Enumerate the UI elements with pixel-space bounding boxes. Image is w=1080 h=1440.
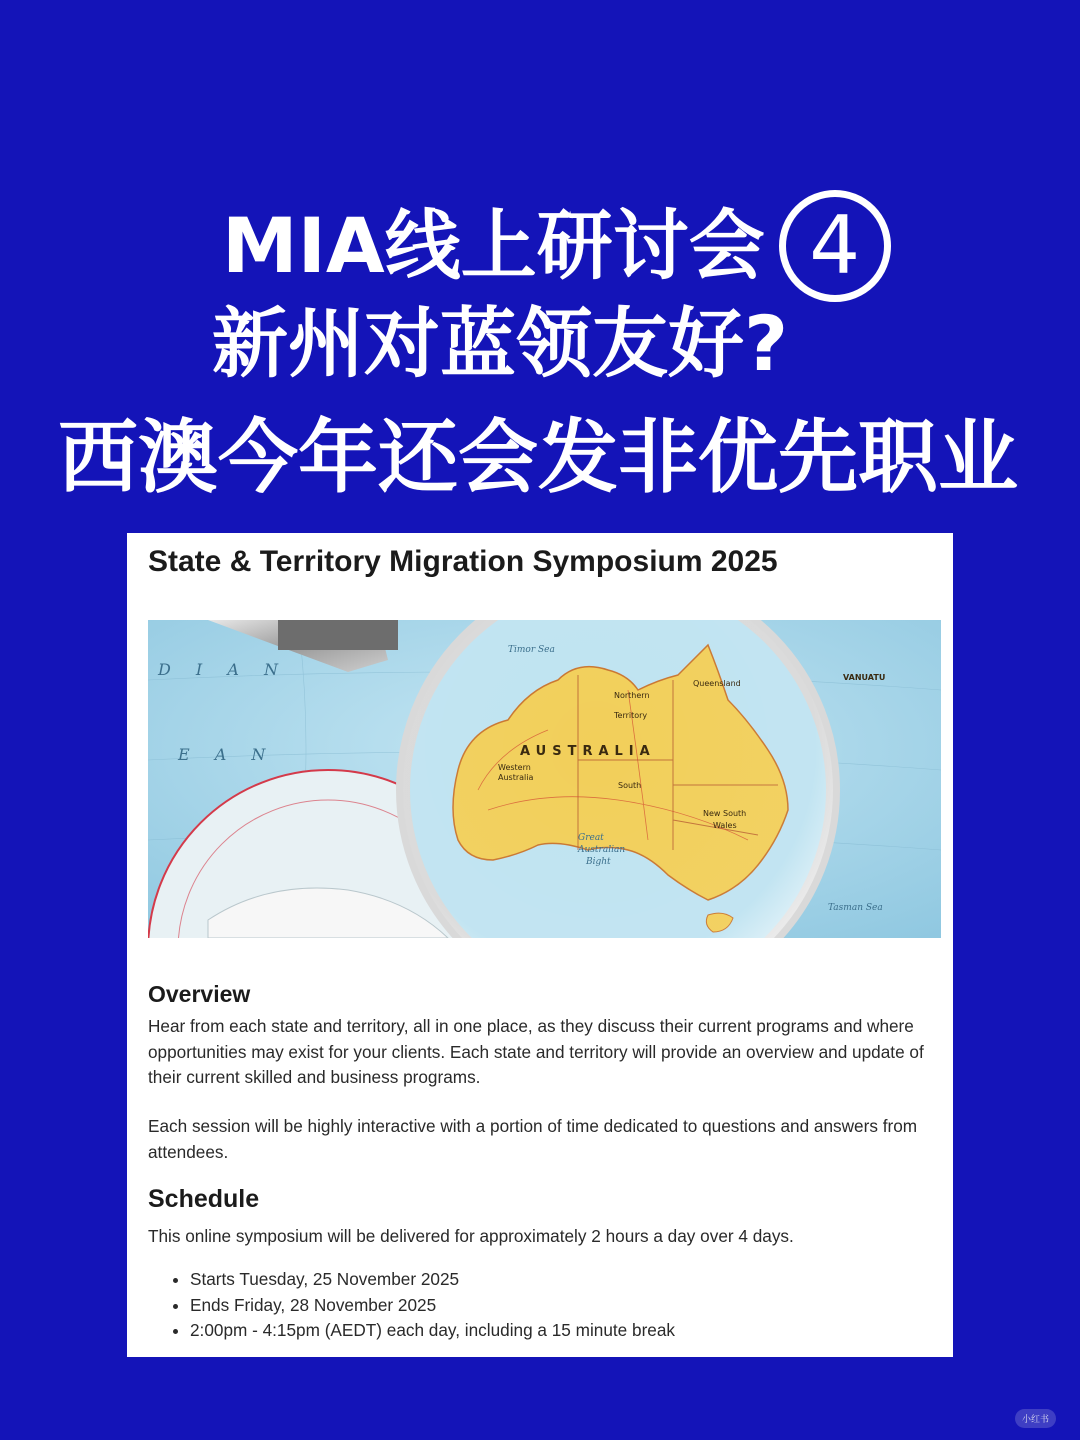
event-title: State & Territory Migration Symposium 2025: [148, 545, 778, 578]
map-label-timor: Timor Sea: [508, 645, 555, 655]
overview-paragraph-2: Each session will be highly interactive with a portion of time dedicated to questions and answers from attendees.: [148, 1116, 918, 1162]
schedule-intro: This online symposium will be delivered for approximately 2 hours a day over 4 days.: [148, 1226, 794, 1246]
headline-line-3: 西澳今年还会发非优先职业: [58, 411, 1018, 504]
schedule-list: [148, 1267, 675, 1344]
schedule-item-time: • 2:00pm - 4:15pm (AEDT) each day, including a 15 minute break: [190, 1318, 675, 1344]
overview-paragraph-1: Hear from each state and territory, all in one place, as they discuss their current programs and where opportunities may exist for your clients. Each state and territory will provide an overview and update of their current skilled and business programs.: [148, 1016, 924, 1087]
watermark-logo: 小红书: [1015, 1409, 1056, 1428]
map-label-australia-small: Australia: [498, 773, 534, 782]
map-label-ocean-mid: E A N: [178, 745, 276, 764]
map-label-territory: Territory: [614, 711, 648, 720]
map-label-queensland: Queensland: [693, 679, 741, 688]
headline-line-1: [222, 190, 891, 302]
map-label-vanuatu: VANUATU: [843, 673, 886, 682]
schedule-item-start: • Starts Tuesday, 25 November 2025: [190, 1267, 675, 1293]
headline-line-1-text: MIA线上研讨会: [222, 201, 765, 290]
map-label-south: South: [618, 781, 642, 790]
map-magnifier-image: [148, 620, 941, 938]
map-label-ocean-top: D I A N: [158, 660, 288, 679]
map-label-northern: Northern: [614, 691, 650, 700]
australia-map-illustration: [148, 620, 941, 938]
map-label-country: AUSTRALIA: [520, 744, 656, 759]
map-label-tasman: Tasman Sea: [828, 903, 883, 913]
map-label-new-south: New South: [703, 809, 747, 818]
circled-number-badge: [779, 190, 891, 302]
map-label-wales: Wales: [713, 821, 737, 830]
overview-heading: Overview: [148, 981, 251, 1007]
event-screenshot-card: [127, 533, 953, 1357]
map-label-great: Great: [578, 833, 604, 843]
schedule-heading: Schedule: [148, 1185, 260, 1213]
map-label-bight: Bight: [586, 857, 611, 867]
schedule-item-end: • Ends Friday, 28 November 2025: [190, 1293, 675, 1319]
map-label-western: Western: [498, 763, 531, 772]
circled-number: 4: [809, 199, 861, 292]
headline-line-2: 新州对蓝领友好?: [212, 299, 789, 388]
map-label-australian: Australian: [578, 845, 626, 855]
